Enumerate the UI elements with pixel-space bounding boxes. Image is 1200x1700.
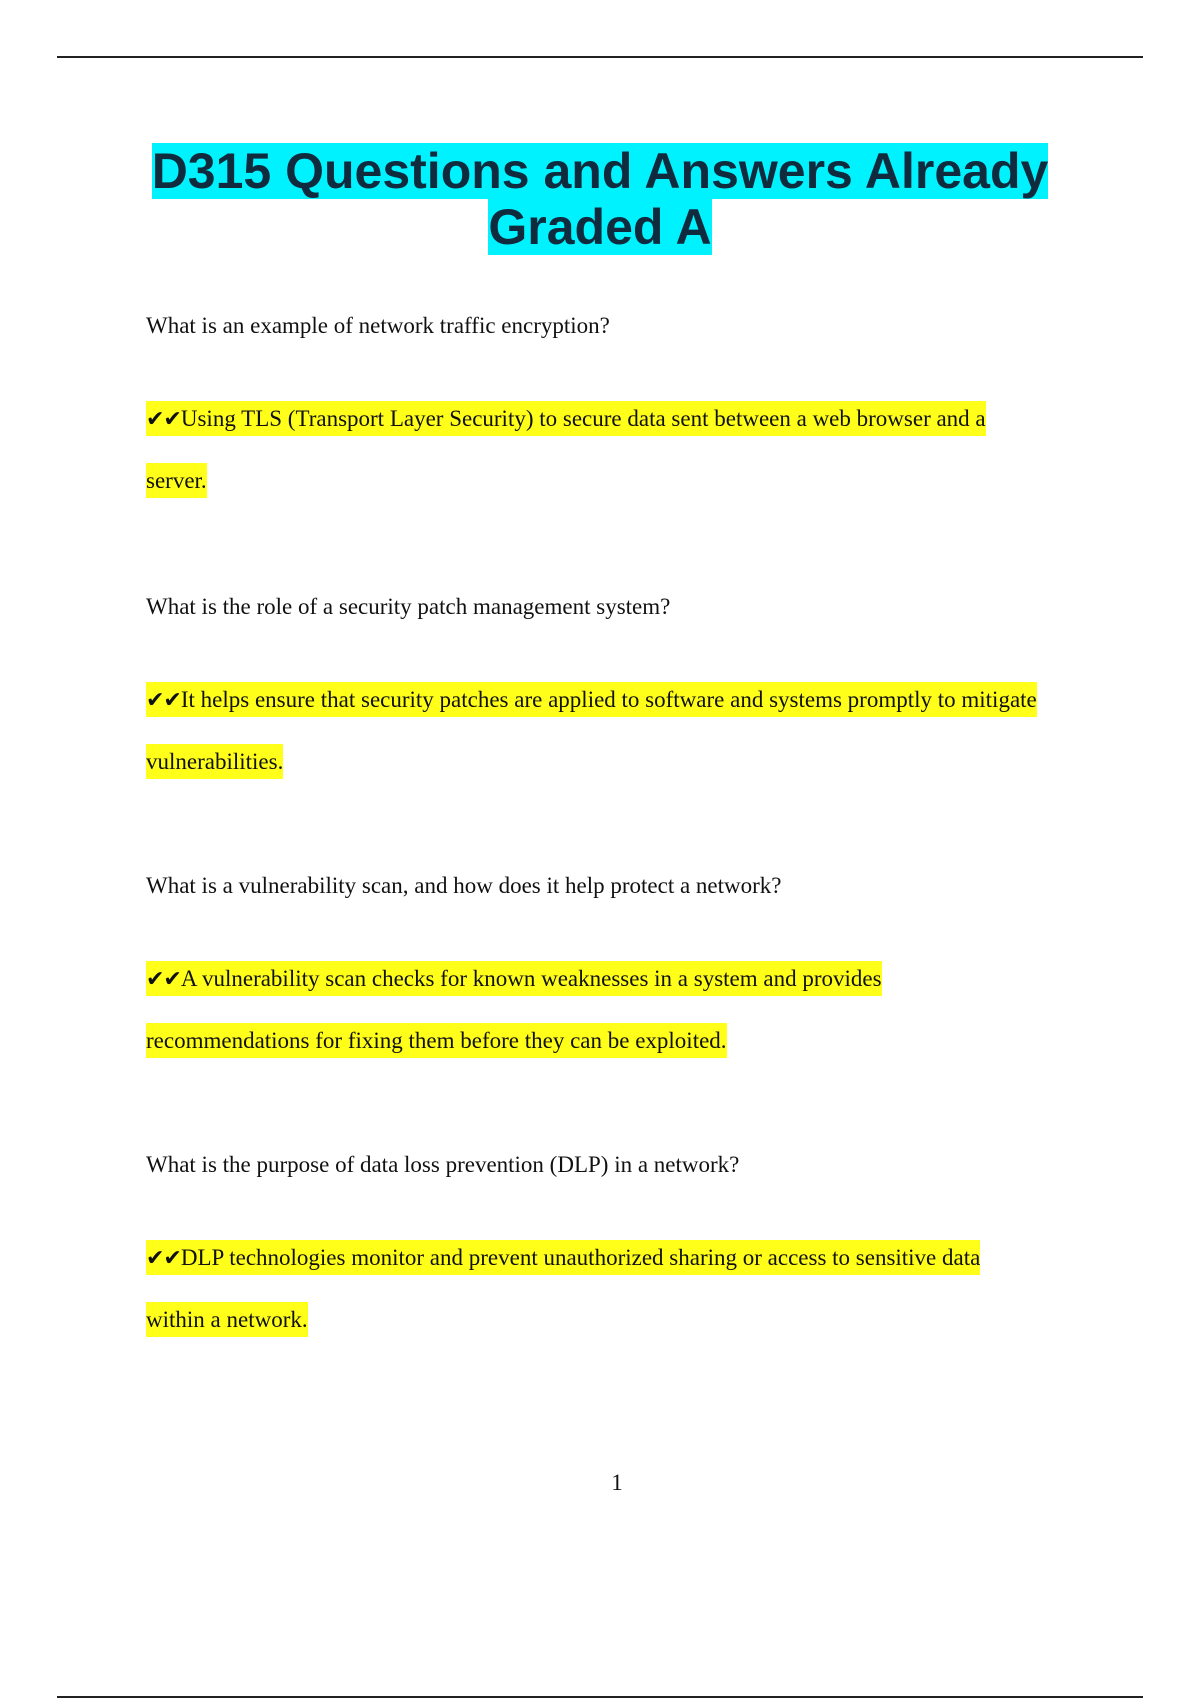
- question-text: What is a vulnerability scan, and how does it help protect a network?: [146, 873, 782, 898]
- title-text: D315 Questions and Answers Already Graded A: [151, 143, 1049, 255]
- check-icon: ✔✔: [146, 407, 181, 432]
- answer-block: [146, 948, 946, 1071]
- footer-rule: [57, 1696, 1143, 1698]
- qa-item: [146, 1151, 1106, 1350]
- qa-item: [146, 872, 1106, 1071]
- answer-text: A vulnerability scan checks for known weaknesses in a system and provides recommendations for fixing them before they can be exploited.: [146, 966, 882, 1053]
- question-text: What is the role of a security patch management system?: [146, 594, 671, 619]
- question-text: What is an example of network traffic encryption?: [146, 313, 610, 338]
- answer-block: [146, 1227, 1036, 1350]
- answer-block: [146, 388, 1036, 511]
- page-title: [100, 143, 1100, 255]
- check-icon: ✔✔: [146, 967, 181, 992]
- answer-text: It helps ensure that security patches are applied to software and systems promptly to mitigate vulnerabilities.: [146, 687, 1037, 774]
- check-icon: ✔✔: [146, 1246, 181, 1271]
- answer-block: [146, 669, 1106, 792]
- question-text: What is the purpose of data loss prevention (DLP) in a network?: [146, 1152, 740, 1177]
- answer-text: Using TLS (Transport Layer Security) to secure data sent between a web browser and a server.: [146, 406, 986, 493]
- answer-text: DLP technologies monitor and prevent unauthorized sharing or access to sensitive data within a network.: [146, 1245, 981, 1332]
- page-number: 1: [611, 1470, 623, 1495]
- header-rule: [57, 56, 1143, 58]
- qa-item: [146, 312, 1106, 511]
- check-icon: ✔✔: [146, 688, 181, 713]
- qa-item: [146, 593, 1106, 792]
